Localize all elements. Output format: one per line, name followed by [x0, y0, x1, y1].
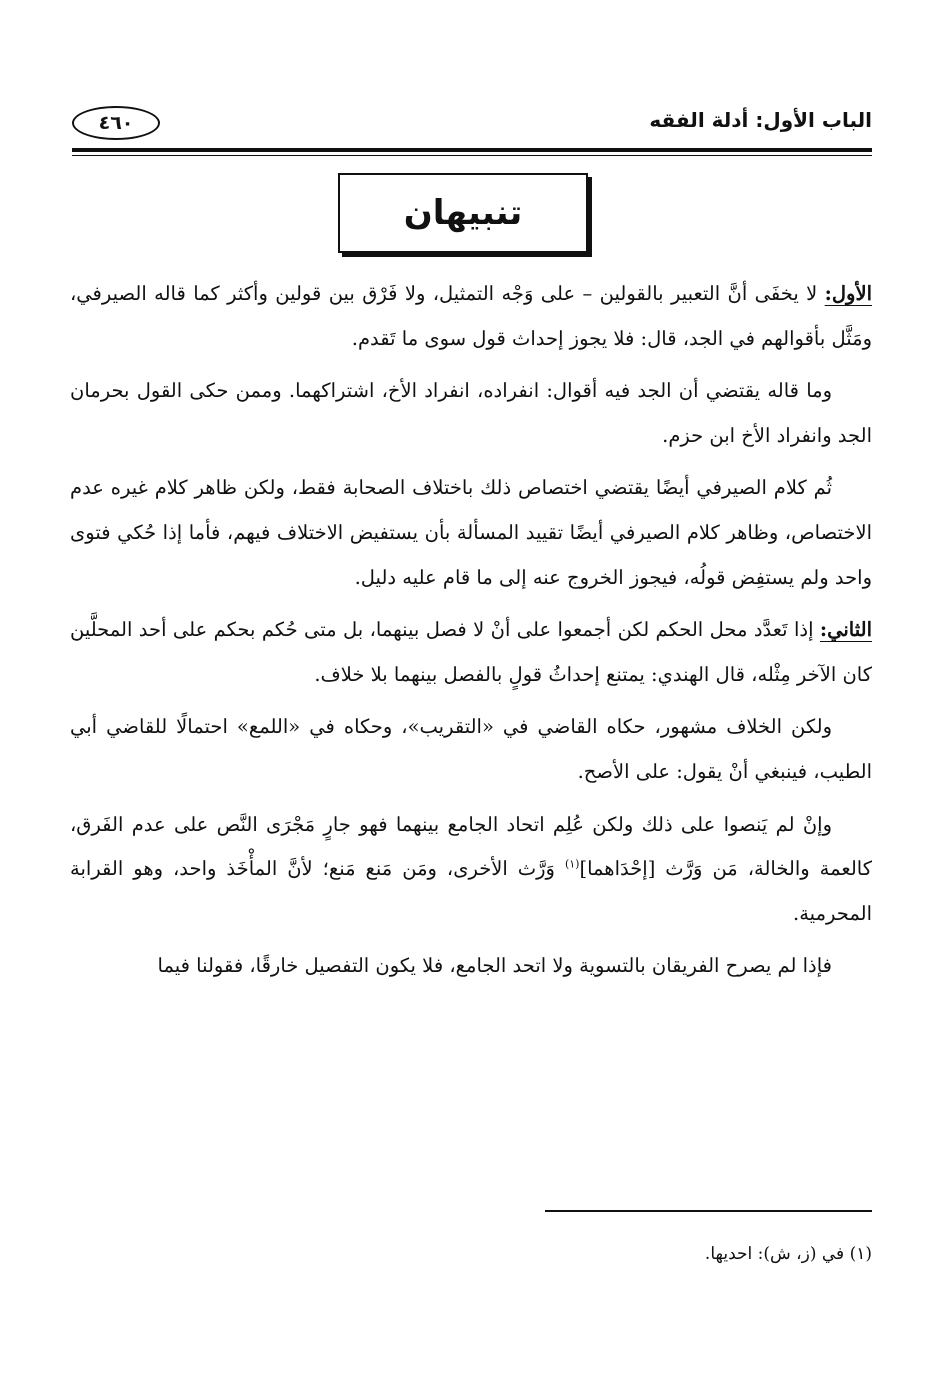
paragraph-text: إذا تَعدَّد محل الحكم لكن أجمعوا على أنْ لا فصل بينهما، بل متى حُكم بحكم على أحد المحلَّين كان الآخر مِثْله، قال الهندي: يمتنع إحداثُ قولٍ بالفصل بينهما بلا خلاف.	[70, 618, 872, 686]
section-heading: تنبيهان	[338, 173, 588, 253]
footnote-marker[interactable]: (١)	[564, 857, 580, 871]
footnote: (١) في (ز، ش): احديها.	[704, 1244, 872, 1264]
paragraph-text: لا يخفَى أنَّ التعبير بالقولين – على وَجْه التمثيل، ولا فَرْق بين قولين وأكثر كما قاله الصيرفي، ومَثَّل بأقوالهم في الجد، قال: فلا يجوز إحداث قول سوى ما تَقدم.	[70, 282, 872, 350]
paragraph-1	[70, 272, 872, 361]
paragraph-text: وَرَّث الأخرى، ومَن مَنع مَنع؛ لأنَّ المأْخَذ واحد، وهو القرابة المحرمية.	[70, 857, 872, 925]
running-title: الباب الأول: أدلة الفقه	[649, 108, 872, 132]
paragraph-text: وإنْ لم يَنصوا على ذلك ولكن عُلِم اتحاد الجامع بينهما فهو جارٍ مَجْرَى النَّص على عدم الفَرق، كالعمة والخالة، مَن وَرَّث [إحْدَاهما]	[70, 812, 872, 881]
paragraph-lead: الثاني:	[819, 618, 872, 642]
paragraph-4	[70, 608, 872, 697]
paragraph-6	[70, 803, 872, 937]
header-rule-thin	[72, 155, 872, 156]
paragraph-lead: الأول:	[824, 282, 872, 305]
paragraph-7: فإذا لم يصرح الفريقان بالتسوية ولا اتحد الجامع، فلا يكون التفصيل خارقًا، فقولنا فيما	[157, 954, 832, 978]
page-number-badge: ٤٦٠	[72, 106, 160, 140]
paragraph-2: وما قاله يقتضي أن الجد فيه أقوال: انفراده، انفراد الأخ، اشتراكهما. وممن حكى القول بحرمان الجد وانفراد الأخ ابن حزم.	[70, 379, 872, 447]
paragraph-3: ثُم كلام الصيرفي أيضًا يقتضي اختصاص ذلك باختلاف الصحابة فقط، ولكن ظاهر كلام غيره عدم الاختصاص، وظاهر كلام الصيرفي أيضًا تقييد المسألة بأن يستفيض الاختلاف فيهم، فأما إذا حُكي فتوى واحد ولم يستفِض قولُه، فيجوز الخروج عنه إلى ما قام عليه دليل.	[70, 476, 872, 589]
footnote-separator	[545, 1210, 872, 1212]
page-header	[72, 104, 872, 148]
paragraph-5: ولكن الخلاف مشهور، حكاه القاضي في «التقريب»، وحكاه في «اللمع» احتمالًا للقاضي أبي الطيب، فينبغي أنْ يقول: على الأصح.	[70, 715, 872, 783]
body-text	[70, 272, 872, 997]
header-rule-thick	[72, 148, 872, 152]
